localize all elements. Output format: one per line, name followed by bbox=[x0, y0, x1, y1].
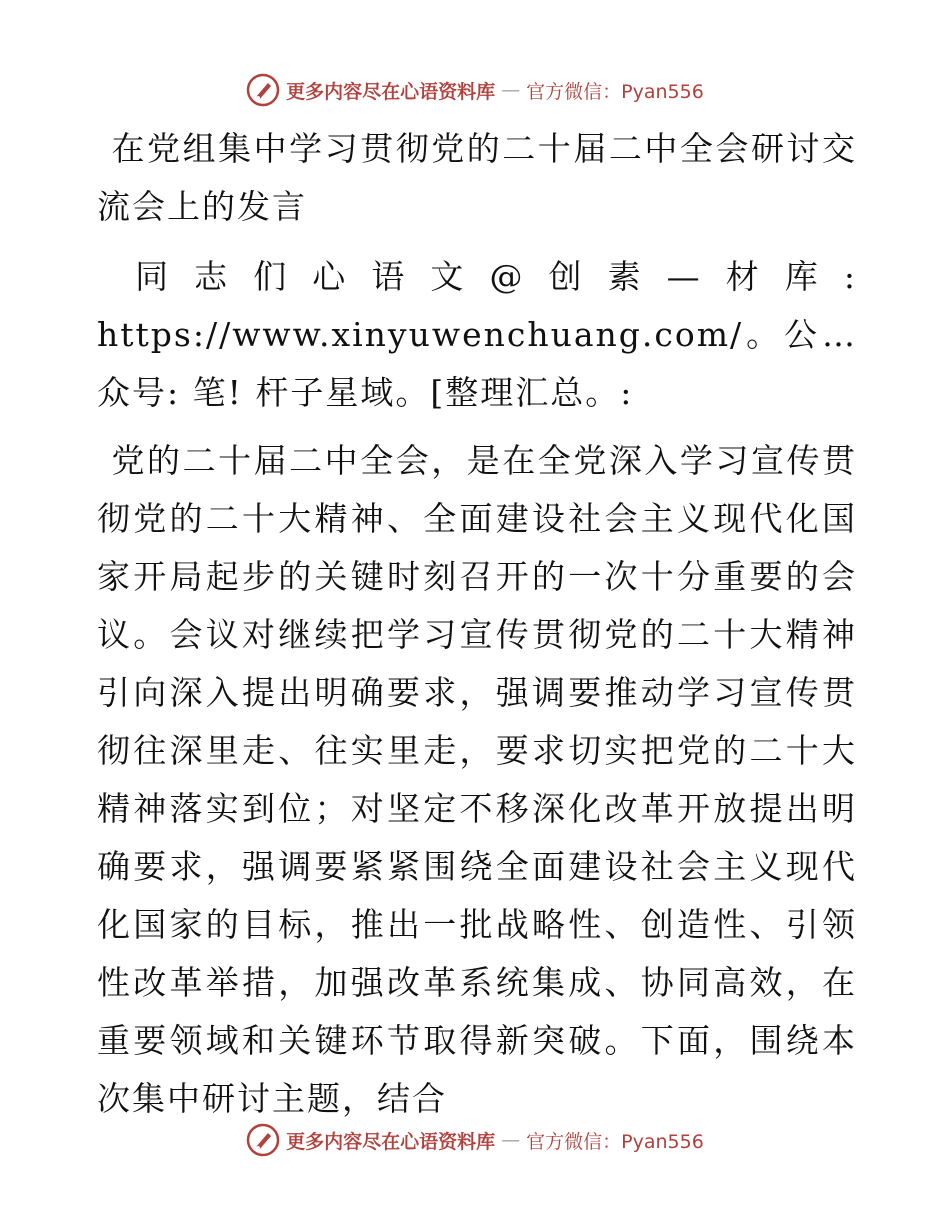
pen-nib-logo-icon bbox=[246, 1123, 280, 1157]
document-intro bbox=[97, 248, 857, 422]
watermark-wechat-text: 官方微信：Pyan556 bbox=[526, 1130, 704, 1153]
footer-watermark bbox=[0, 1120, 950, 1160]
document-body-text: 党的二十届二中全会，是在全党深入学习宣传贯彻党的二十大精神、全面建设社会主义现代化国家开局起步的关键时刻召开的一次十分重要的会议。会议对继续把学习宣传贯彻党的二十大精神引向深入提出明确要求，强调要推动学习宣传贯彻往深里走、往实里走，要求切实把党的二十大精神落实到位；对坚定不移深化改革开放提出明确要求，强调要紧紧围绕全面建设社会主义现代化国家的目标，推出一批战略性、创造性、引领性改革举措，加强改革系统集成、协同高效，在重要领域和关键环节取得新突破。下面，围绕本次集中研讨主题，结合 bbox=[97, 441, 857, 1118]
watermark-separator: — bbox=[501, 1129, 521, 1151]
document-title-text: 在党组集中学习贯彻党的二十届二中全会研讨交流会上的发言 bbox=[97, 129, 857, 226]
document-body bbox=[97, 432, 857, 1128]
watermark-site-text: 更多内容尽在心语资料库 bbox=[286, 1130, 496, 1153]
header-watermark bbox=[0, 70, 950, 110]
document-intro-text: 同志们心语文@创素—材库: https://www.xinyuwenchuang.com/。公…众号: 笔! 杆子星域。[整理汇总。: bbox=[97, 257, 857, 412]
pen-nib-logo-icon bbox=[246, 73, 280, 107]
watermark-site-text: 更多内容尽在心语资料库 bbox=[286, 80, 496, 103]
document-content bbox=[97, 120, 857, 1128]
document-title bbox=[97, 120, 857, 236]
watermark-wechat-text: 官方微信：Pyan556 bbox=[526, 80, 704, 103]
watermark-separator: — bbox=[501, 79, 521, 101]
